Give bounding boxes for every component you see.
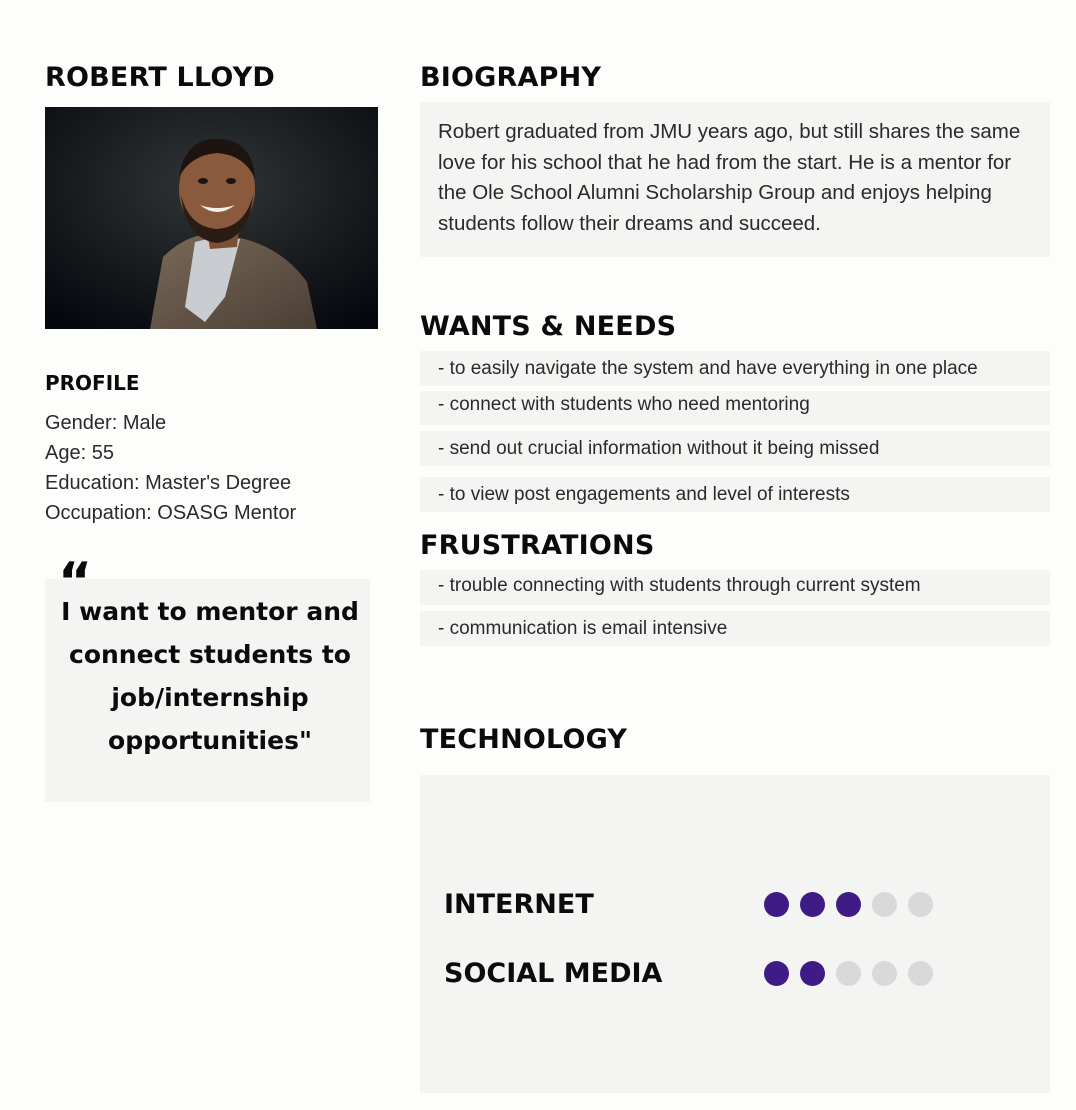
wants-item: - connect with students who need mentoring: [420, 391, 1050, 425]
tech-label-social-media: SOCIAL MEDIA: [444, 958, 663, 989]
rating-dot-empty: [836, 961, 861, 986]
profile-education: Education: Master's Degree: [45, 472, 292, 494]
biography-card: [420, 102, 1050, 257]
frustrations-heading: FRUSTRATIONS: [420, 530, 655, 561]
rating-dot-filled: [764, 961, 789, 986]
technology-card: [420, 775, 1050, 1093]
rating-dot-filled: [764, 892, 789, 917]
rating-dot-filled: [836, 892, 861, 917]
rating-dot-empty: [872, 892, 897, 917]
profile-photo: [45, 107, 378, 329]
wants-item: - send out crucial information without it being missed: [420, 431, 1050, 466]
wants-needs-heading: WANTS & NEEDS: [420, 311, 677, 342]
rating-dot-empty: [908, 892, 933, 917]
wants-item: - to view post engagements and level of interests: [420, 477, 1050, 512]
biography-text: Robert graduated from JMU years ago, but still shares the same love for his school that he had from the start. He is a mentor for the Ole School Alumni Scholarship Group and enjoys helping students follow their dreams and succeed.: [438, 120, 1021, 235]
technology-heading: TECHNOLOGY: [420, 724, 628, 755]
rating-dot-filled: [800, 961, 825, 986]
persona-quote: I want to mentor and connect students to job/internship opportunities": [61, 597, 359, 755]
wants-item: - to easily navigate the system and have everything in one place: [420, 351, 1050, 386]
profile-details: [45, 408, 296, 528]
rating-dot-empty: [872, 961, 897, 986]
quote-mark-icon: “: [58, 552, 93, 612]
profile-gender: Gender: Male: [45, 412, 167, 434]
persona-name: ROBERT LLOYD: [45, 62, 275, 93]
profile-occupation: Occupation: OSASG Mentor: [45, 502, 297, 524]
rating-dot-empty: [908, 961, 933, 986]
social-media-rating: [764, 961, 933, 986]
profile-age: Age: 55: [45, 442, 114, 464]
frustrations-item: - communication is email intensive: [420, 611, 1050, 646]
profile-heading: PROFILE: [45, 371, 140, 395]
biography-heading: BIOGRAPHY: [420, 62, 602, 93]
tech-label-internet: INTERNET: [444, 889, 594, 920]
rating-dot-filled: [800, 892, 825, 917]
internet-rating: [764, 892, 933, 917]
frustrations-item: - trouble connecting with students through current system: [420, 570, 1050, 605]
